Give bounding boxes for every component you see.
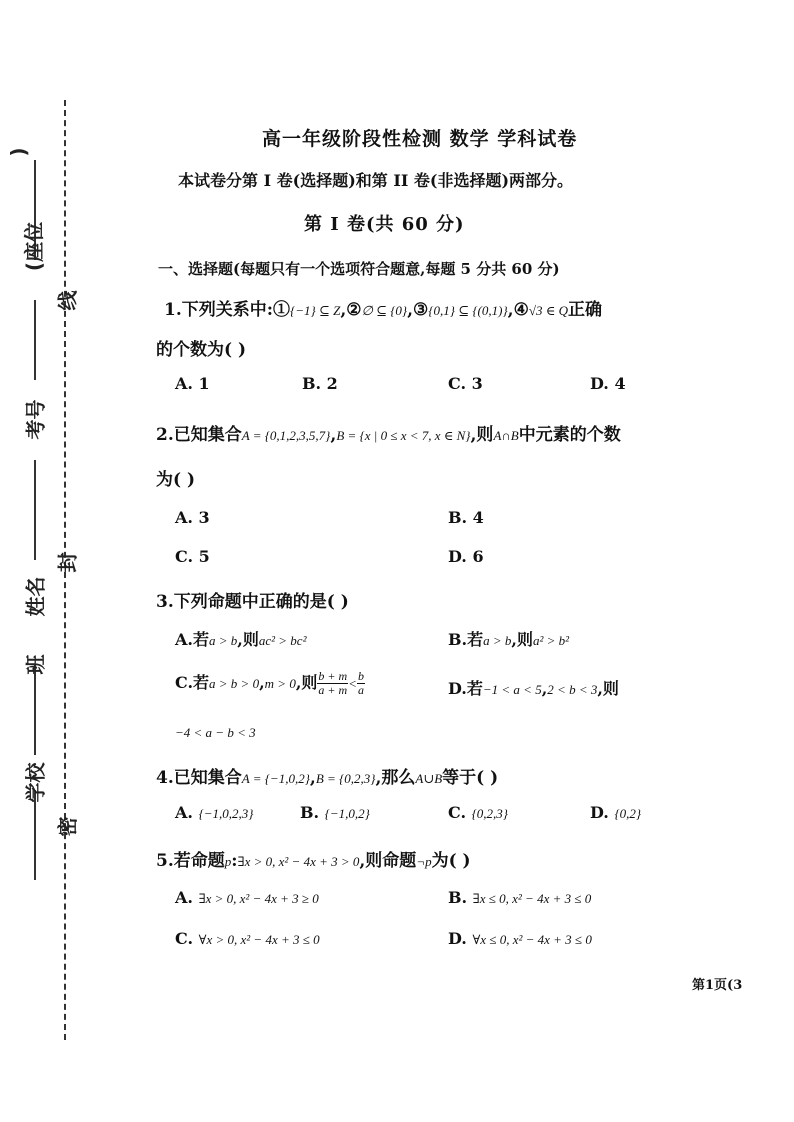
q1-statement-1: {−1} ⊆ Z [290,303,341,318]
q1-statement-4: √3 ∈ Q [528,303,568,318]
q4-c-label: C. [448,803,467,822]
q5-c-value: ∀x > 0, x² − 4x + 3 ≤ 0 [198,932,320,947]
q5-c-label: C. [175,929,194,948]
q4-mid: ,那么 [375,768,416,788]
q4-comma: , [309,768,316,788]
question-2-line2: 为( ) [156,470,196,490]
q5-d-value: ∀x ≤ 0, x² − 4x + 3 ≤ 0 [472,932,592,947]
q5-colon: : [231,851,238,871]
q1-statement-3: {0,1} ⊆ {(0,1)} [428,303,508,318]
q2-option-d[interactable]: D. 6 [448,547,484,566]
seat-label: (座位 [22,221,47,272]
q3-a-condition: a > b [209,633,238,648]
question-2-stem [156,420,621,445]
q5-statement: ∃x > 0, x² − 4x + 3 > 0 [237,854,360,869]
q3-c-fraction-2 [357,670,365,697]
q2-option-c[interactable]: C. 5 [175,547,210,566]
q4-b-value: {−1,0,2} [324,806,370,821]
part-title: 第 I 卷(共 60 分) [304,214,465,235]
question-1-line2: 的个数为( ) [156,340,247,360]
name-underline [34,460,36,560]
q3-c-denominator-1: a + m [318,683,348,697]
q1-option-b[interactable]: B. 2 [302,374,338,393]
q5-option-c[interactable] [175,929,320,948]
q5-p: p [224,854,232,869]
q4-set-b: B = {0,2,3} [315,771,376,786]
q3-a-result: ac² > bc² [258,633,307,648]
q1-sep-3: ,③ [407,300,429,320]
school-label: 学校 [23,762,48,803]
q3-option-a[interactable] [175,627,306,650]
q3-c-fraction-1 [317,670,348,697]
q5-not-p: ¬p [416,854,432,869]
seat-close-label: ) [6,147,31,157]
q1-sep-4: ,④ [507,300,529,320]
q1-statement-2: ∅ ⊆ {0} [361,303,408,318]
q3-d-condition-1: −1 < a < 5 [482,682,542,697]
q1-suffix: 正确 [567,300,602,320]
q1-option-a[interactable]: A. 1 [175,374,210,393]
q3-c-label: C.若 [175,673,210,692]
secret-label: 密 [55,816,80,837]
q3-d-label: D.若 [448,679,483,698]
q5-b-label: B. [448,888,468,907]
exam-intro: 本试卷分第 I 卷(选择题)和第 II 卷(非选择题)两部分。 [178,171,574,190]
q5-suffix: 为( ) [431,851,471,871]
q3-c-numerator-1: b + m [318,669,348,683]
q4-option-d[interactable] [590,803,641,822]
class-label: 班 [23,654,48,675]
q4-a-label: A. [175,803,193,822]
school-underline [34,790,36,880]
question-4-stem [156,763,498,788]
q3-c-numerator-2: b [357,669,364,683]
page-number: 第1页(3 [692,978,743,993]
q2-suffix: 中元素的个数 [518,425,621,445]
q3-c-less-than: < [348,676,357,691]
q3-b-then: ,则 [511,630,533,649]
q3-c-condition-1: a > b > 0 [209,676,260,691]
q5-prefix: 5.若命题 [156,851,225,871]
q4-suffix: 等于( ) [442,768,499,788]
q5-d-label: D. [448,929,467,948]
seal-label: 封 [55,552,80,573]
q5-a-value: ∃x > 0, x² − 4x + 3 ≥ 0 [198,891,319,906]
q3-option-d-result [175,722,256,741]
q3-option-c[interactable] [175,670,365,697]
name-label: 姓名 [23,576,48,617]
q3-d-condition-2: 2 < b < 3 [547,682,598,697]
q1-option-d[interactable]: D. 4 [590,374,626,393]
q4-union: A∪B [415,771,443,786]
q3-c-then: ,则 [295,673,318,692]
q2-option-a[interactable]: A. 3 [175,508,210,527]
q4-option-b[interactable] [300,803,370,822]
q5-b-value: ∃x ≤ 0, x² − 4x + 3 ≤ 0 [472,891,592,906]
exam-no-label: 考号 [23,399,48,440]
q3-b-result: a² > b² [532,633,570,648]
q4-option-a[interactable] [175,803,253,822]
q2-set-b: B = {x | 0 ≤ x < 7, x ∈ N} [336,428,471,443]
q4-b-label: B. [300,803,320,822]
q1-sep-2: ,② [340,300,362,320]
q3-c-denominator-2: a [357,683,364,697]
q4-prefix: 4.已知集合 [156,768,242,788]
q5-option-d[interactable] [448,929,592,948]
question-5-stem [156,846,471,871]
q3-c-condition-2: m > 0 [264,676,296,691]
question-3-stem: 3.下列命题中正确的是( ) [156,592,349,612]
q2-comma: , [330,425,337,445]
exam-no-underline [34,300,36,380]
q5-mid: ,则命题 [359,851,417,871]
question-1-stem [164,295,602,320]
q3-a-then: ,则 [237,630,259,649]
q3-b-condition: a > b [483,633,512,648]
q2-prefix: 2.已知集合 [156,425,242,445]
q3-d-comma: , [541,679,548,698]
q4-d-label: D. [590,803,609,822]
q3-a-label: A.若 [175,630,209,649]
q3-b-label: B.若 [448,630,484,649]
q4-set-a: A = {−1,0,2} [241,771,310,786]
q3-option-b[interactable] [448,627,569,650]
q5-option-a[interactable] [175,888,319,907]
q3-d-then: ,则 [597,679,619,698]
line-label: 线 [55,290,80,311]
q2-set-a: A = {0,1,2,3,5,7} [241,428,331,443]
q5-a-label: A. [175,888,193,907]
q5-option-b[interactable] [448,888,591,907]
q3-d-result: −4 < a − b < 3 [175,725,256,740]
q2-intersection: A∩B [493,428,519,443]
exam-title: 高一年级阶段性检测 数学 学科试卷 [262,128,578,150]
q2-mid: ,则 [470,425,494,445]
q3-c-comma: , [259,673,265,692]
q4-d-value: {0,2} [614,806,642,821]
q1-prefix: 1.下列关系中:① [164,300,291,320]
q1-option-c[interactable]: C. 3 [448,374,483,393]
q3-option-d[interactable] [448,676,619,699]
q2-option-b[interactable]: B. 4 [448,508,484,527]
q4-option-c[interactable] [448,803,508,822]
class-underline [34,665,36,755]
q4-c-value: {0,2,3} [471,806,509,821]
q4-a-value: {−1,0,2,3} [198,806,254,821]
section-heading: 一、选择题(每题只有一个选项符合题意,每题 5 分共 60 分) [158,260,560,278]
